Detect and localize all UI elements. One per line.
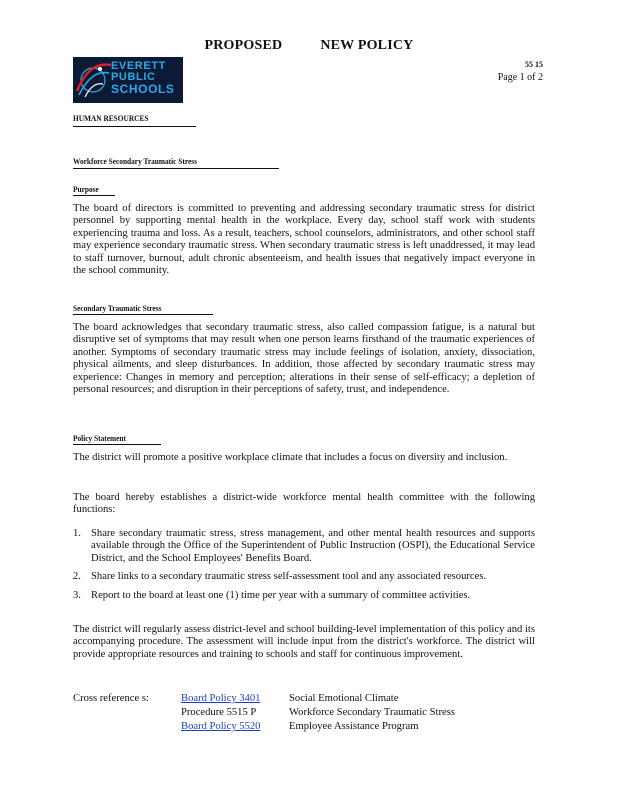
page-info bbox=[498, 58, 543, 84]
list-item bbox=[73, 528, 535, 565]
sts-paragraph: The board acknowledges that secondary traumatic stress, also called compassion fatigue, is a natural but disruptive set of symptoms that may result when one person learns firsthand of the traumatic experiences of another. Symptoms of secondary traumatic stress may include feelings of isolation, anxiety, dissociation, physical ailments, and sleep disturbances. In addition, those affected by secondary traumatic stress may experience: Changes in memory and perception; alterations in their sense of self-efficacy; a depletion of personal resources; and disruption in their perceptions of safety, trust, and independence. bbox=[73, 322, 535, 396]
functions-list bbox=[73, 528, 535, 602]
policy-name-heading: Workforce Secondary Traumatic Stress bbox=[73, 157, 197, 166]
policy-paragraph-1: The district will promote a positive workplace climate that includes a focus on diversity and inclusion. bbox=[73, 452, 508, 463]
logo-text-schools: SCHOOLS bbox=[111, 82, 175, 96]
list-item bbox=[73, 590, 535, 602]
purpose-heading: Purpose bbox=[73, 185, 99, 194]
purpose-rule bbox=[73, 195, 115, 196]
category-rule bbox=[73, 126, 196, 127]
logo-text-everett: EVERETT bbox=[111, 60, 166, 72]
list-number: 2. bbox=[73, 571, 81, 583]
board-policy-5520-link[interactable]: Board Policy 5520 bbox=[181, 721, 261, 732]
title-proposed: PROPOSED bbox=[204, 38, 283, 53]
cross-reference-title: Workforce Secondary Traumatic Stress bbox=[289, 707, 455, 718]
policy-paragraph-2: The board hereby establishes a district-wide workforce mental health committee with the following functions: bbox=[73, 492, 535, 516]
purpose-paragraph: The board of directors is committed to preventing and addressing secondary traumatic stress for district personnel by supporting mental health in the workplace. Every day, school staff work with students experiencing trauma and loss. As a result, teachers, school counselors, administrators, and other school staff may experience secondary traumatic stress. When secondary traumatic stress is left unaddressed, it may lead to staff turnover, burnout, adult chronic absenteeism, and health issues that negatively impact everyone in the school community. bbox=[73, 203, 535, 277]
board-policy-3401-link[interactable]: Board Policy 3401 bbox=[181, 693, 261, 704]
list-text: Share links to a secondary traumatic stress self-assessment tool and any associated resources. bbox=[91, 571, 487, 583]
closing-paragraph: The district will regularly assess district-level and school building-level implementation of this policy and its accompanying procedure. The assessment will include input from the district's workforce. The district will provide appropriate resources and training to schools and staff for continuous improvement. bbox=[73, 624, 535, 660]
list-item bbox=[73, 571, 535, 583]
policy-statement-heading: Policy Statement bbox=[73, 434, 126, 443]
cross-reference-title: Social Emotional Climate bbox=[289, 693, 399, 704]
procedure-5515p-ref: Procedure 5515 P bbox=[181, 707, 257, 718]
list-number: 1. bbox=[73, 528, 81, 539]
cross-reference-title: Employee Assistance Program bbox=[289, 721, 419, 732]
district-logo bbox=[73, 57, 183, 103]
cross-reference-label: Cross reference s: bbox=[73, 693, 149, 704]
list-number: 3. bbox=[73, 589, 81, 601]
policy-name-rule bbox=[73, 168, 279, 169]
policy-code: 55 15 bbox=[525, 60, 543, 69]
page-title bbox=[0, 38, 618, 54]
page-number: Page 1 of 2 bbox=[497, 72, 543, 83]
sts-rule bbox=[73, 314, 213, 315]
title-new-policy: NEW POLICY bbox=[320, 38, 414, 53]
category-heading: HUMAN RESOURCES bbox=[73, 114, 149, 123]
list-text: Report to the board at least one (1) time per year with a summary of committee activities. bbox=[91, 589, 471, 601]
policy-statement-rule bbox=[73, 444, 161, 445]
list-text: Share secondary traumatic stress, stress management, and other mental health resources and supports available through the Office of the Superintendent of Public Instruction (OSPI), the Educational Service District, and the School Employees' Benefits Board. bbox=[91, 528, 535, 564]
sts-heading: Secondary Traumatic Stress bbox=[73, 304, 162, 313]
logo-text-public: PUBLIC bbox=[111, 71, 156, 83]
